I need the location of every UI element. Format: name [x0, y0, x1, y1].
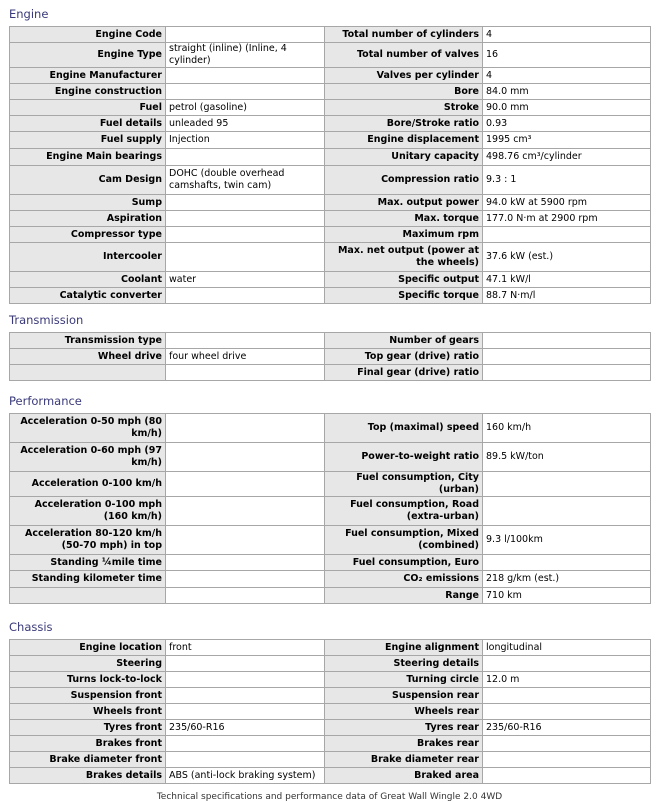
transmission-section-title: Transmission — [9, 313, 84, 327]
spec-value: 177.0 N·m at 2900 rpm — [483, 211, 651, 227]
spec-value: ABS (anti-lock braking system) — [166, 768, 325, 784]
spec-label — [10, 365, 166, 381]
spec-value — [166, 688, 325, 704]
table-row — [10, 555, 651, 571]
table-row — [10, 656, 651, 672]
spec-value — [483, 656, 651, 672]
spec-value — [483, 472, 651, 497]
table-row — [10, 752, 651, 768]
spec-value: 90.0 mm — [483, 100, 651, 116]
spec-value — [166, 288, 325, 304]
spec-label: Total number of valves — [325, 43, 483, 68]
spec-label: Fuel — [10, 100, 166, 116]
spec-value — [166, 736, 325, 752]
spec-value: 160 km/h — [483, 414, 651, 443]
spec-label: Wheel drive — [10, 349, 166, 365]
spec-value — [166, 443, 325, 472]
spec-value — [483, 497, 651, 526]
spec-value: 94.0 kW at 5900 rpm — [483, 195, 651, 211]
spec-label: Steering — [10, 656, 166, 672]
table-row — [10, 704, 651, 720]
table-row — [10, 688, 651, 704]
spec-value: 84.0 mm — [483, 84, 651, 100]
spec-value: straight (inline) (Inline, 4 cylinder) — [166, 43, 325, 68]
spec-value — [166, 149, 325, 166]
spec-value: DOHC (double overhead camshafts, twin cam) — [166, 166, 325, 195]
spec-label: Engine Type — [10, 43, 166, 68]
chassis-section-title: Chassis — [9, 620, 53, 634]
spec-label: Bore/Stroke ratio — [325, 116, 483, 132]
spec-value: 47.1 kW/l — [483, 272, 651, 288]
spec-value — [166, 211, 325, 227]
spec-label: Engine Manufacturer — [10, 68, 166, 84]
spec-value — [166, 27, 325, 43]
spec-value: 235/60-R16 — [483, 720, 651, 736]
spec-label: Maximum rpm — [325, 227, 483, 243]
spec-label: Engine Main bearings — [10, 149, 166, 166]
spec-label: Range — [325, 588, 483, 604]
spec-value — [483, 736, 651, 752]
spec-label: Standing kilometer time — [10, 571, 166, 588]
spec-value — [483, 365, 651, 381]
spec-label: Compression ratio — [325, 166, 483, 195]
spec-value — [166, 414, 325, 443]
spec-label: Transmission type — [10, 333, 166, 349]
spec-value: unleaded 95 — [166, 116, 325, 132]
spec-value — [483, 349, 651, 365]
spec-label: Max. torque — [325, 211, 483, 227]
table-row — [10, 736, 651, 752]
spec-label: Sump — [10, 195, 166, 211]
spec-label: Brake diameter rear — [325, 752, 483, 768]
spec-value — [483, 752, 651, 768]
spec-value: 12.0 m — [483, 672, 651, 688]
table-row — [10, 166, 651, 195]
spec-label: Acceleration 0-100 km/h — [10, 472, 166, 497]
table-row — [10, 349, 651, 365]
spec-label: Max. output power — [325, 195, 483, 211]
spec-value: 1995 cm³ — [483, 132, 651, 149]
engine-section-title: Engine — [9, 7, 49, 21]
spec-value: Injection — [166, 132, 325, 149]
spec-label: Braked area — [325, 768, 483, 784]
table-row — [10, 526, 651, 555]
spec-value: 89.5 kW/ton — [483, 443, 651, 472]
spec-label: Top (maximal) speed — [325, 414, 483, 443]
spec-value — [166, 195, 325, 211]
spec-label: Fuel supply — [10, 132, 166, 149]
spec-label: Engine location — [10, 640, 166, 656]
table-row — [10, 27, 651, 43]
table-row — [10, 497, 651, 526]
table-row — [10, 288, 651, 304]
spec-value — [483, 333, 651, 349]
table-row — [10, 472, 651, 497]
spec-value: four wheel drive — [166, 349, 325, 365]
spec-value: front — [166, 640, 325, 656]
spec-value: 9.3 : 1 — [483, 166, 651, 195]
spec-label — [10, 588, 166, 604]
spec-label: Fuel consumption, Mixed (combined) — [325, 526, 483, 555]
spec-value: 710 km — [483, 588, 651, 604]
spec-label: Standing ¼mile time — [10, 555, 166, 571]
spec-label: Brakes front — [10, 736, 166, 752]
spec-label: Aspiration — [10, 211, 166, 227]
spec-label: Fuel consumption, City (urban) — [325, 472, 483, 497]
spec-value: 37.6 kW (est.) — [483, 243, 651, 272]
spec-value — [483, 704, 651, 720]
table-row — [10, 149, 651, 166]
table-row — [10, 414, 651, 443]
spec-value: longitudinal — [483, 640, 651, 656]
spec-value — [166, 365, 325, 381]
spec-label: Fuel consumption, Euro — [325, 555, 483, 571]
transmission-spec-table — [9, 332, 651, 381]
spec-label: Acceleration 0-60 mph (97 km/h) — [10, 443, 166, 472]
spec-value — [483, 555, 651, 571]
spec-value — [166, 243, 325, 272]
spec-label: Turns lock-to-lock — [10, 672, 166, 688]
spec-label: Brake diameter front — [10, 752, 166, 768]
spec-label: Acceleration 80-120 km/h (50-70 mph) in top — [10, 526, 166, 555]
spec-label: Acceleration 0-50 mph (80 km/h) — [10, 414, 166, 443]
spec-label: Number of gears — [325, 333, 483, 349]
spec-value — [166, 555, 325, 571]
spec-label: Cam Design — [10, 166, 166, 195]
spec-label: Catalytic converter — [10, 288, 166, 304]
spec-label: Coolant — [10, 272, 166, 288]
spec-value — [483, 227, 651, 243]
spec-label: Unitary capacity — [325, 149, 483, 166]
spec-label: Intercooler — [10, 243, 166, 272]
table-row — [10, 68, 651, 84]
table-row — [10, 100, 651, 116]
spec-label: Tyres front — [10, 720, 166, 736]
table-row — [10, 333, 651, 349]
spec-label: Stroke — [325, 100, 483, 116]
spec-value: 235/60-R16 — [166, 720, 325, 736]
spec-value — [483, 688, 651, 704]
spec-label: Top gear (drive) ratio — [325, 349, 483, 365]
spec-value — [166, 656, 325, 672]
table-row — [10, 768, 651, 784]
spec-label: Compressor type — [10, 227, 166, 243]
spec-value — [166, 571, 325, 588]
spec-value — [166, 497, 325, 526]
spec-label: Valves per cylinder — [325, 68, 483, 84]
spec-label: Wheels front — [10, 704, 166, 720]
spec-value: 0.93 — [483, 116, 651, 132]
spec-label: Engine Code — [10, 27, 166, 43]
spec-value: 9.3 l/100km — [483, 526, 651, 555]
spec-label: Fuel details — [10, 116, 166, 132]
spec-value — [166, 227, 325, 243]
spec-label: Brakes rear — [325, 736, 483, 752]
spec-value — [166, 588, 325, 604]
engine-spec-table — [9, 26, 651, 304]
spec-value: 4 — [483, 27, 651, 43]
spec-label: Steering details — [325, 656, 483, 672]
spec-value: 88.7 N·m/l — [483, 288, 651, 304]
spec-value — [483, 768, 651, 784]
spec-label: Specific output — [325, 272, 483, 288]
spec-value: water — [166, 272, 325, 288]
spec-value: 498.76 cm³/cylinder — [483, 149, 651, 166]
table-row — [10, 43, 651, 68]
spec-label: Fuel consumption, Road (extra-urban) — [325, 497, 483, 526]
chassis-spec-table — [9, 639, 651, 784]
spec-value — [166, 68, 325, 84]
table-row — [10, 365, 651, 381]
table-row — [10, 588, 651, 604]
spec-value: 16 — [483, 43, 651, 68]
spec-label: Suspension rear — [325, 688, 483, 704]
table-row — [10, 272, 651, 288]
table-row — [10, 443, 651, 472]
spec-label: Engine displacement — [325, 132, 483, 149]
spec-value — [166, 333, 325, 349]
table-row — [10, 720, 651, 736]
spec-label: Wheels rear — [325, 704, 483, 720]
table-row — [10, 243, 651, 272]
table-row — [10, 227, 651, 243]
spec-label: Tyres rear — [325, 720, 483, 736]
performance-spec-table — [9, 413, 651, 604]
table-row — [10, 640, 651, 656]
performance-section-title: Performance — [9, 394, 82, 408]
table-row — [10, 571, 651, 588]
spec-value — [166, 672, 325, 688]
table-row — [10, 211, 651, 227]
spec-value — [166, 472, 325, 497]
spec-value — [166, 526, 325, 555]
spec-label: Engine construction — [10, 84, 166, 100]
spec-value: petrol (gasoline) — [166, 100, 325, 116]
spec-label: Brakes details — [10, 768, 166, 784]
spec-label: Engine alignment — [325, 640, 483, 656]
spec-value — [166, 84, 325, 100]
spec-label: Suspension front — [10, 688, 166, 704]
footer-caption: Technical specifications and performance data of Great Wall Wingle 2.0 4WD — [156, 792, 503, 802]
spec-value: 218 g/km (est.) — [483, 571, 651, 588]
spec-value — [166, 704, 325, 720]
spec-label: Power-to-weight ratio — [325, 443, 483, 472]
table-row — [10, 195, 651, 211]
spec-label: Acceleration 0-100 mph (160 km/h) — [10, 497, 166, 526]
table-row — [10, 116, 651, 132]
spec-label: Specific torque — [325, 288, 483, 304]
spec-label: Total number of cylinders — [325, 27, 483, 43]
spec-label: Turning circle — [325, 672, 483, 688]
spec-label: Max. net output (power at the wheels) — [325, 243, 483, 272]
spec-value — [166, 752, 325, 768]
table-row — [10, 132, 651, 149]
spec-label: CO₂ emissions — [325, 571, 483, 588]
spec-value: 4 — [483, 68, 651, 84]
spec-label: Final gear (drive) ratio — [325, 365, 483, 381]
table-row — [10, 672, 651, 688]
spec-label: Bore — [325, 84, 483, 100]
table-row — [10, 84, 651, 100]
